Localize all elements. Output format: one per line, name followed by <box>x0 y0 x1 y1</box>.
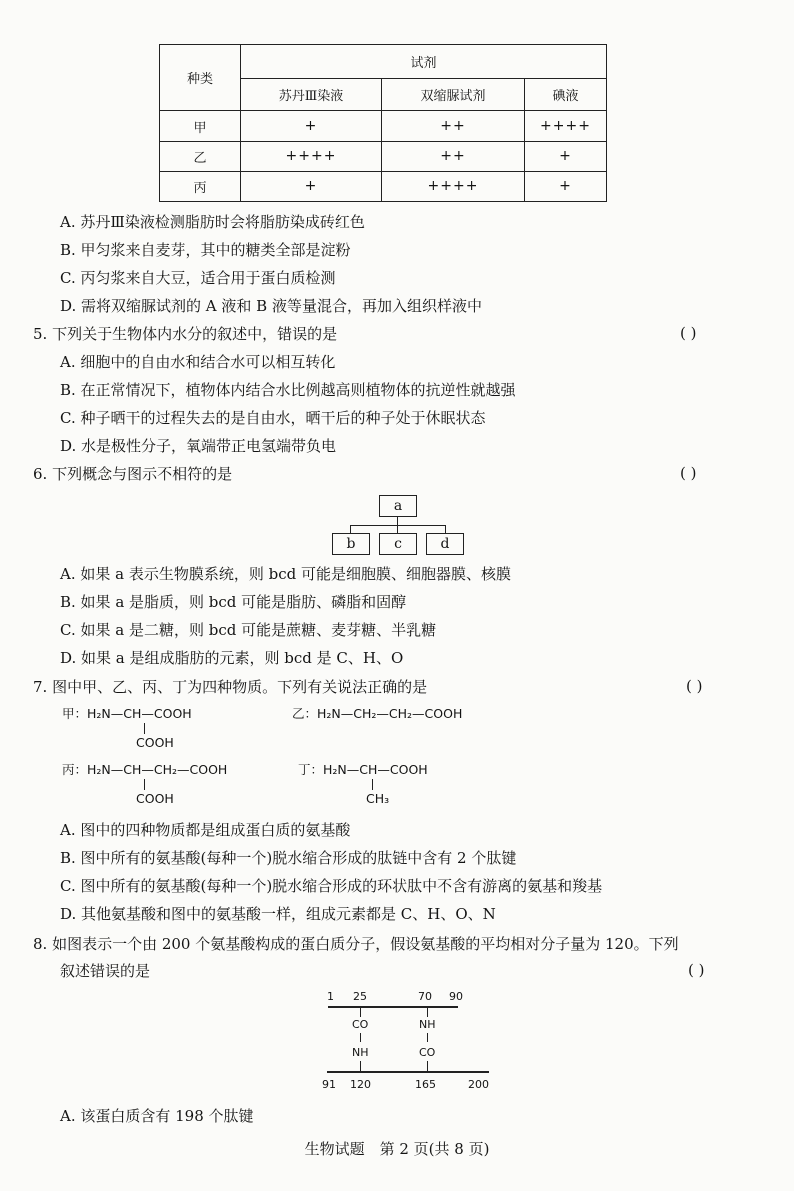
chain-number: 165 <box>415 1078 436 1091</box>
chain-number: 120 <box>350 1078 371 1091</box>
tree-connector <box>397 525 398 533</box>
q5-stem: 5. 下列关于生物体内水分的叙述中，错误的是 <box>33 325 338 343</box>
table-cell: + <box>525 171 607 201</box>
table-header-kind: 种类 <box>160 45 241 111</box>
chain-bond <box>427 1033 428 1042</box>
link-label: NH <box>352 1046 369 1059</box>
formula-ding-branch: CH₃ <box>366 791 390 806</box>
formula-jia-branch: COOH <box>136 735 174 750</box>
formula-bond <box>144 723 145 734</box>
chain-bond <box>360 1033 361 1042</box>
formula-bond <box>372 779 373 790</box>
table-cell: + <box>241 111 382 141</box>
table-cell-kind: 甲 <box>160 111 241 141</box>
table-row <box>160 171 607 201</box>
tree-connector <box>350 525 351 533</box>
q8-option-a: A. 该蛋白质含有 198 个肽键 <box>60 1107 254 1125</box>
q7-option-b: B. 图中所有的氨基酸(每种一个)脱水缩合形成的肽链中含有 2 个肽键 <box>60 849 517 867</box>
chain-number: 200 <box>468 1078 489 1091</box>
table-cell: ++++ <box>382 171 525 201</box>
chain-number: 25 <box>353 990 367 1003</box>
polypeptide-chain-1 <box>328 1006 458 1008</box>
table-header-reagent: 试剂 <box>241 45 607 79</box>
table-cell: ++++ <box>241 141 382 171</box>
q4-option-b: B. 甲匀浆来自麦芽，其中的糖类全部是淀粉 <box>60 241 351 259</box>
chain-number: 90 <box>449 990 463 1003</box>
q7-answer-bracket: ( ) <box>686 677 703 695</box>
formula-ding: 丁：H₂N—CH—COOH <box>298 762 428 777</box>
tree-node-root: a <box>379 495 417 517</box>
q7-option-c: C. 图中所有的氨基酸(每种一个)脱水缩合形成的环状肽中不含有游离的氨基和羧基 <box>60 877 603 895</box>
q4-option-d: D. 需将双缩脲试剂的 A 液和 B 液等量混合，再加入组织样液中 <box>60 297 482 315</box>
reagent-result-table <box>159 44 607 202</box>
q5-option-d: D. 水是极性分子，氧端带正电氢端带负电 <box>60 437 337 455</box>
tree-node-child: d <box>426 533 464 555</box>
q7-stem: 7. 图中甲、乙、丙、丁为四种物质。下列有关说法正确的是 <box>33 678 428 696</box>
link-label: CO <box>419 1046 436 1059</box>
chain-bond <box>427 1007 428 1017</box>
table-cell-kind: 丙 <box>160 171 241 201</box>
q4-option-a: A. 苏丹Ⅲ染液检测脂肪时会将脂肪染成砖红色 <box>60 213 365 231</box>
chain-number: 91 <box>322 1078 336 1091</box>
table-cell: ++ <box>382 111 525 141</box>
formula-bing: 丙：H₂N—CH—CH₂—COOH <box>62 762 228 777</box>
table-cell: + <box>241 171 382 201</box>
table-row <box>160 141 607 171</box>
q7-option-a: A. 图中的四种物质都是组成蛋白质的氨基酸 <box>60 821 351 839</box>
q5-answer-bracket: ( ) <box>680 324 697 342</box>
tree-connector <box>445 525 446 533</box>
tree-node-child: b <box>332 533 370 555</box>
q6-answer-bracket: ( ) <box>680 464 697 482</box>
chain-number: 70 <box>418 990 432 1003</box>
link-label: NH <box>419 1018 436 1031</box>
table-col-biuret: 双缩脲试剂 <box>382 79 525 111</box>
chain-bond <box>427 1061 428 1071</box>
chain-bond <box>360 1007 361 1017</box>
q6-option-c: C. 如果 a 是二糖，则 bcd 可能是蔗糖、麦芽糖、半乳糖 <box>60 621 437 639</box>
table-row <box>160 111 607 141</box>
link-label: CO <box>352 1018 369 1031</box>
q5-option-c: C. 种子晒干的过程失去的是自由水，晒干后的种子处于休眠状态 <box>60 409 486 427</box>
q8-stem-line2: 叙述错误的是 <box>60 962 151 980</box>
page-footer: 生物试题 第 2 页(共 8 页) <box>304 1140 490 1158</box>
formula-bing-branch: COOH <box>136 791 174 806</box>
table-col-sudan: 苏丹Ⅲ染液 <box>241 79 382 111</box>
polypeptide-chain-2 <box>327 1071 489 1073</box>
q6-stem: 6. 下列概念与图示不相符的是 <box>33 465 233 483</box>
chain-number: 1 <box>327 990 334 1003</box>
q8-answer-bracket: ( ) <box>688 961 705 979</box>
q6-option-b: B. 如果 a 是脂质，则 bcd 可能是脂肪、磷脂和固醇 <box>60 593 407 611</box>
formula-yi: 乙：H₂N—CH₂—CH₂—COOH <box>292 706 463 721</box>
q6-option-a: A. 如果 a 表示生物膜系统，则 bcd 可能是细胞膜、细胞器膜、核膜 <box>60 565 511 583</box>
table-cell: + <box>525 141 607 171</box>
q4-option-c: C. 丙匀浆来自大豆，适合用于蛋白质检测 <box>60 269 336 287</box>
q8-stem-line1: 8. 如图表示一个由 200 个氨基酸构成的蛋白质分子，假设氨基酸的平均相对分子量为 120。下列 <box>33 935 679 953</box>
table-cell-kind: 乙 <box>160 141 241 171</box>
formula-bond <box>144 779 145 790</box>
tree-node-child: c <box>379 533 417 555</box>
table-cell: ++ <box>382 141 525 171</box>
formula-jia: 甲：H₂N—CH—COOH <box>62 706 192 721</box>
q7-option-d: D. 其他氨基酸和图中的氨基酸一样，组成元素都是 C、H、O、N <box>60 905 496 923</box>
table-col-iodine: 碘液 <box>525 79 607 111</box>
table-cell: ++++ <box>525 111 607 141</box>
q5-option-a: A. 细胞中的自由水和结合水可以相互转化 <box>60 353 336 371</box>
q5-option-b: B. 在正常情况下，植物体内结合水比例越高则植物体的抗逆性就越强 <box>60 381 516 399</box>
q6-option-d: D. 如果 a 是组成脂肪的元素，则 bcd 是 C、H、O <box>60 649 404 667</box>
chain-bond <box>360 1061 361 1071</box>
